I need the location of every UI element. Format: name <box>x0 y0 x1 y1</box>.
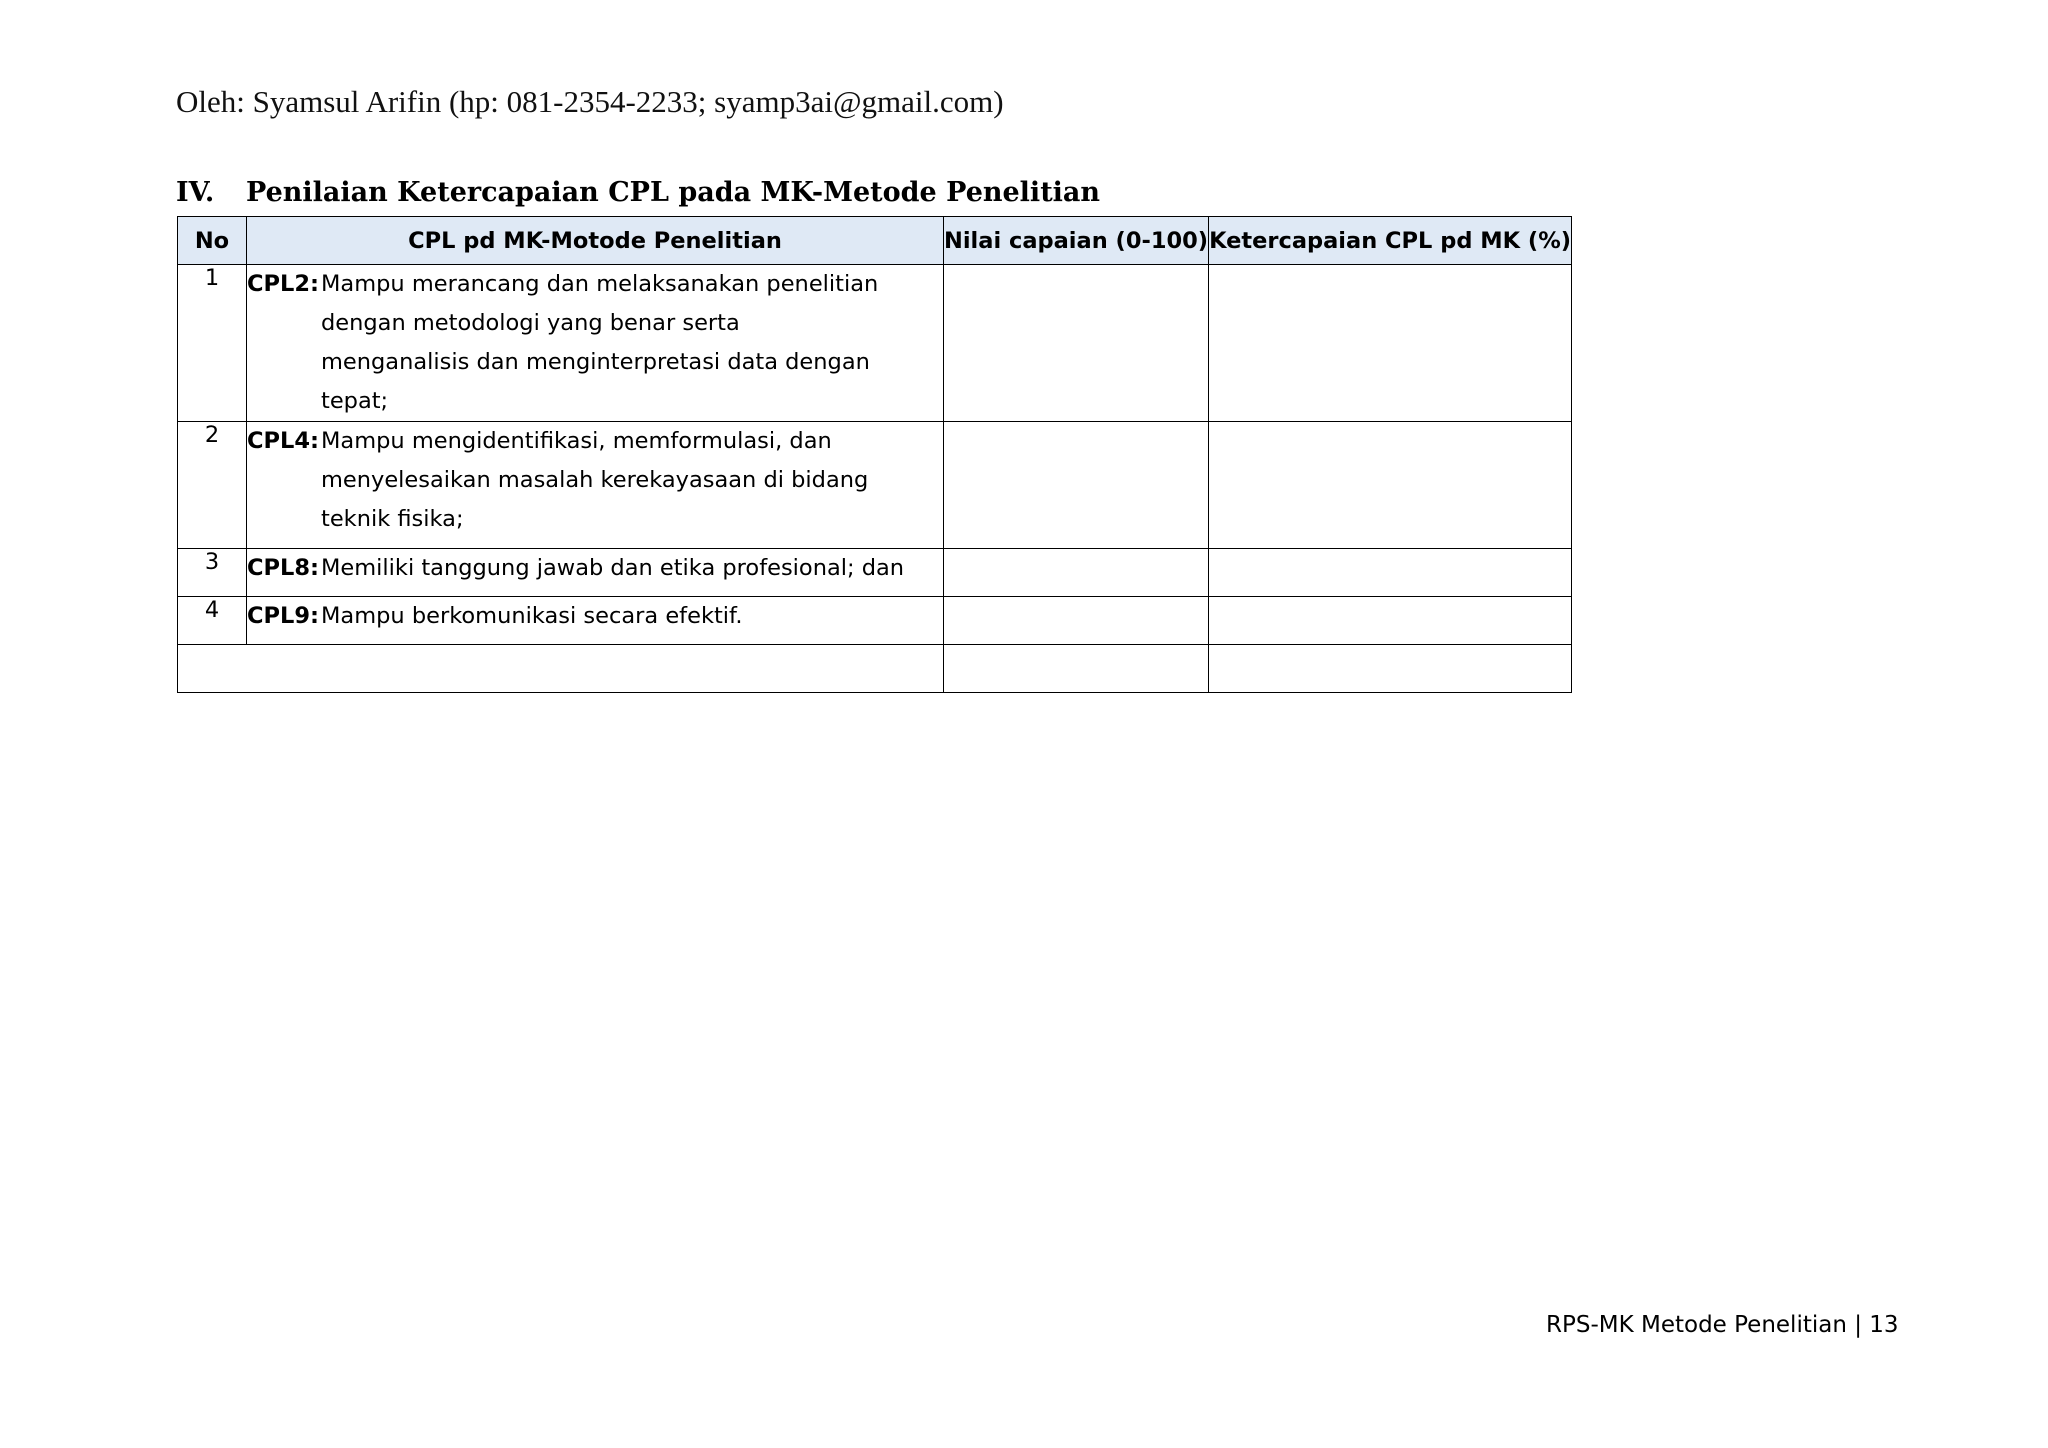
section-heading <box>176 174 1100 210</box>
nilai-cell <box>944 597 1209 645</box>
table-row <box>178 265 1572 422</box>
cpl-cell <box>247 597 944 645</box>
header-nilai: Nilai capaian (0-100) <box>944 217 1209 265</box>
table-row <box>178 597 1572 645</box>
section-number: IV. <box>176 176 215 208</box>
table-row <box>178 422 1572 549</box>
total-nilai-cell <box>944 645 1209 693</box>
section-title: Penilaian Ketercapaian CPL pada MK-Metode Penelitian <box>246 176 1101 208</box>
ketercapaian-cell <box>1209 549 1572 597</box>
ketercapaian-cell <box>1209 265 1572 422</box>
author-line: Oleh: Syamsul Arifin (hp: 081-2354-2233; syamp3ai@gmail.com) <box>176 84 1004 119</box>
header-ketercapaian: Ketercapaian CPL pd MK (%) <box>1209 217 1572 265</box>
nilai-cell <box>944 549 1209 597</box>
cpl-code: CPL9: <box>247 603 319 629</box>
cpl-description: Mampu mengidentifikasi, memformulasi, dan menyelesaikan masalah kerekayasaan di bidang teknik fisika; <box>321 428 869 532</box>
total-row <box>178 645 1572 693</box>
nilai-cell <box>944 265 1209 422</box>
cpl-cell <box>247 422 944 549</box>
table-header-row <box>178 217 1572 265</box>
row-number: 3 <box>178 549 247 597</box>
header-cpl: CPL pd MK-Motode Penelitian <box>247 217 944 265</box>
cpl-code: CPL2: <box>247 271 319 297</box>
page-footer: RPS-MK Metode Penelitian | 13 <box>1546 1312 1899 1338</box>
cpl-cell <box>247 265 944 422</box>
header-no: No <box>178 217 247 265</box>
total-ketercapaian-cell <box>1209 645 1572 693</box>
row-number: 1 <box>178 265 247 422</box>
cpl-cell <box>247 549 944 597</box>
ketercapaian-cell <box>1209 597 1572 645</box>
row-number: 2 <box>178 422 247 549</box>
cpl-code: CPL4: <box>247 428 319 454</box>
row-number: 4 <box>178 597 247 645</box>
nilai-cell <box>944 422 1209 549</box>
ketercapaian-cell <box>1209 422 1572 549</box>
total-label-cell <box>178 645 944 693</box>
cpl-code: CPL8: <box>247 555 319 581</box>
cpl-description: Memiliki tanggung jawab dan etika profesional; dan <box>321 555 905 581</box>
cpl-description: Mampu berkomunikasi secara efektif. <box>321 603 743 629</box>
table-row <box>178 549 1572 597</box>
cpl-description: Mampu merancang dan melaksanakan penelitian dengan metodologi yang benar serta menganalisis dan menginterpretasi data dengan tepat; <box>321 271 879 414</box>
cpl-assessment-table <box>177 216 1572 693</box>
